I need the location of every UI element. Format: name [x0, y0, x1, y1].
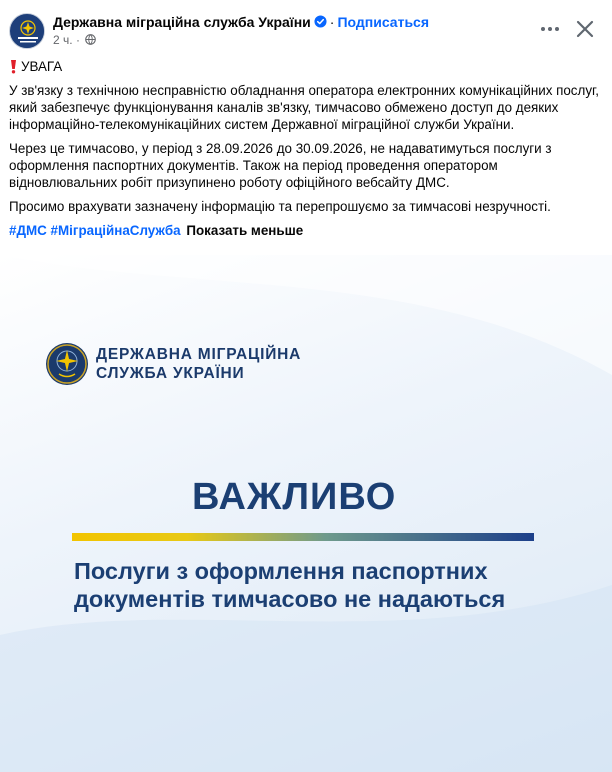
post-header: [0, 0, 612, 56]
post-body: [9, 58, 604, 246]
globe-icon: [85, 34, 96, 45]
emblem-icon: [44, 341, 90, 387]
post-time[interactable]: 2 ч.: [53, 33, 73, 47]
accent-bar: [72, 533, 534, 541]
post-paragraph-1: У зв'язку з технічною несправністю обладнання оператора електронних комунікаційних послуг, який забезпечує функціонування каналів зв'язку, тимчасово обмежено доступ до деяких інформаційно-телекомунікаційних систем Державної міграційної служби України.: [9, 83, 599, 132]
follow-button[interactable]: Подписаться: [337, 14, 430, 30]
more-options-button[interactable]: [539, 18, 561, 40]
image-subhead: Послуги з оформлення паспортних документів тимчасово не надаються: [74, 558, 506, 612]
image-headline: ВАЖЛИВО: [192, 476, 397, 518]
close-icon: [573, 17, 597, 41]
page-name[interactable]: Державна міграційна служба України: [53, 14, 311, 30]
more-options-icon: [539, 18, 561, 40]
post-meta: [53, 33, 96, 47]
post-paragraph-2: Через це тимчасово, у період з 28.09.2026 до 30.09.2026, не надаватимуться послуги з оформлення паспортних документів. Також на період проведення оператором відновлювальних робіт призупинено роботу офіційного вебсайту ДМС.: [9, 141, 552, 190]
hashtags-row: [9, 222, 604, 239]
agency-logo-text: [96, 345, 301, 383]
see-less-link[interactable]: Показать меньше: [186, 223, 304, 238]
red-exclamation-icon: [9, 59, 18, 74]
page-avatar[interactable]: [9, 13, 45, 49]
post-image[interactable]: [0, 255, 612, 772]
verified-badge-icon: [314, 15, 327, 28]
logo-line-2: СЛУЖБА УКРАЇНИ: [96, 365, 245, 382]
time-separator: ·: [75, 33, 80, 47]
post-paragraph-3: Просимо врахувати зазначену інформацію та перепрошуємо за тимчасові незручності.: [9, 199, 551, 214]
page-name-row: [53, 14, 429, 30]
alert-line: [9, 58, 604, 75]
logo-line-1: ДЕРЖАВНА МІГРАЦІЙНА: [96, 346, 302, 363]
close-button[interactable]: [573, 17, 597, 41]
hashtag-migration-service[interactable]: #МіграційнаСлужба: [50, 223, 181, 238]
agency-logo-icon: [10, 14, 45, 49]
alert-text: УВАГА: [21, 59, 63, 74]
hashtag-dms[interactable]: #ДМС: [9, 223, 47, 238]
name-separator: ·: [329, 14, 335, 30]
